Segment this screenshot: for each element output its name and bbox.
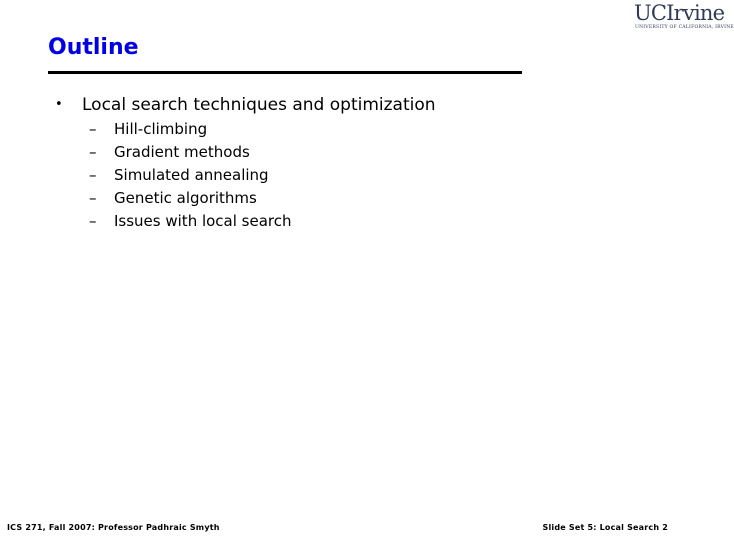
list-item bbox=[89, 141, 292, 164]
main-bullet bbox=[55, 94, 436, 116]
sub-bullet-list bbox=[89, 118, 292, 233]
list-item-text: Hill-climbing bbox=[114, 120, 208, 138]
logo-wordmark: UCIrvine bbox=[634, 1, 725, 25]
logo-subtitle: UNIVERSITY OF CALIFORNIA, IRVINE bbox=[635, 25, 734, 30]
dash-icon: – bbox=[89, 212, 97, 230]
dash-icon: – bbox=[89, 143, 97, 161]
dash-icon: – bbox=[89, 120, 97, 138]
list-item bbox=[89, 164, 292, 187]
footer-slide-number: Slide Set 5: Local Search 2 bbox=[542, 523, 668, 532]
list-item-text: Gradient methods bbox=[114, 143, 250, 161]
list-item-text: Genetic algorithms bbox=[114, 189, 257, 207]
list-item-text: Simulated annealing bbox=[114, 166, 269, 184]
main-bullet-text: Local search techniques and optimization bbox=[82, 95, 436, 115]
list-item-text: Issues with local search bbox=[114, 212, 292, 230]
slide-title: Outline bbox=[48, 35, 139, 60]
list-item bbox=[89, 210, 292, 233]
footer-course-info: ICS 271, Fall 2007: Professor Padhraic Smyth bbox=[7, 523, 220, 532]
title-underline bbox=[48, 71, 522, 74]
dash-icon: – bbox=[89, 166, 97, 184]
list-item bbox=[89, 187, 292, 210]
list-item bbox=[89, 118, 292, 141]
university-logo bbox=[634, 1, 734, 34]
bullet-icon: • bbox=[55, 97, 63, 112]
dash-icon: – bbox=[89, 189, 97, 207]
